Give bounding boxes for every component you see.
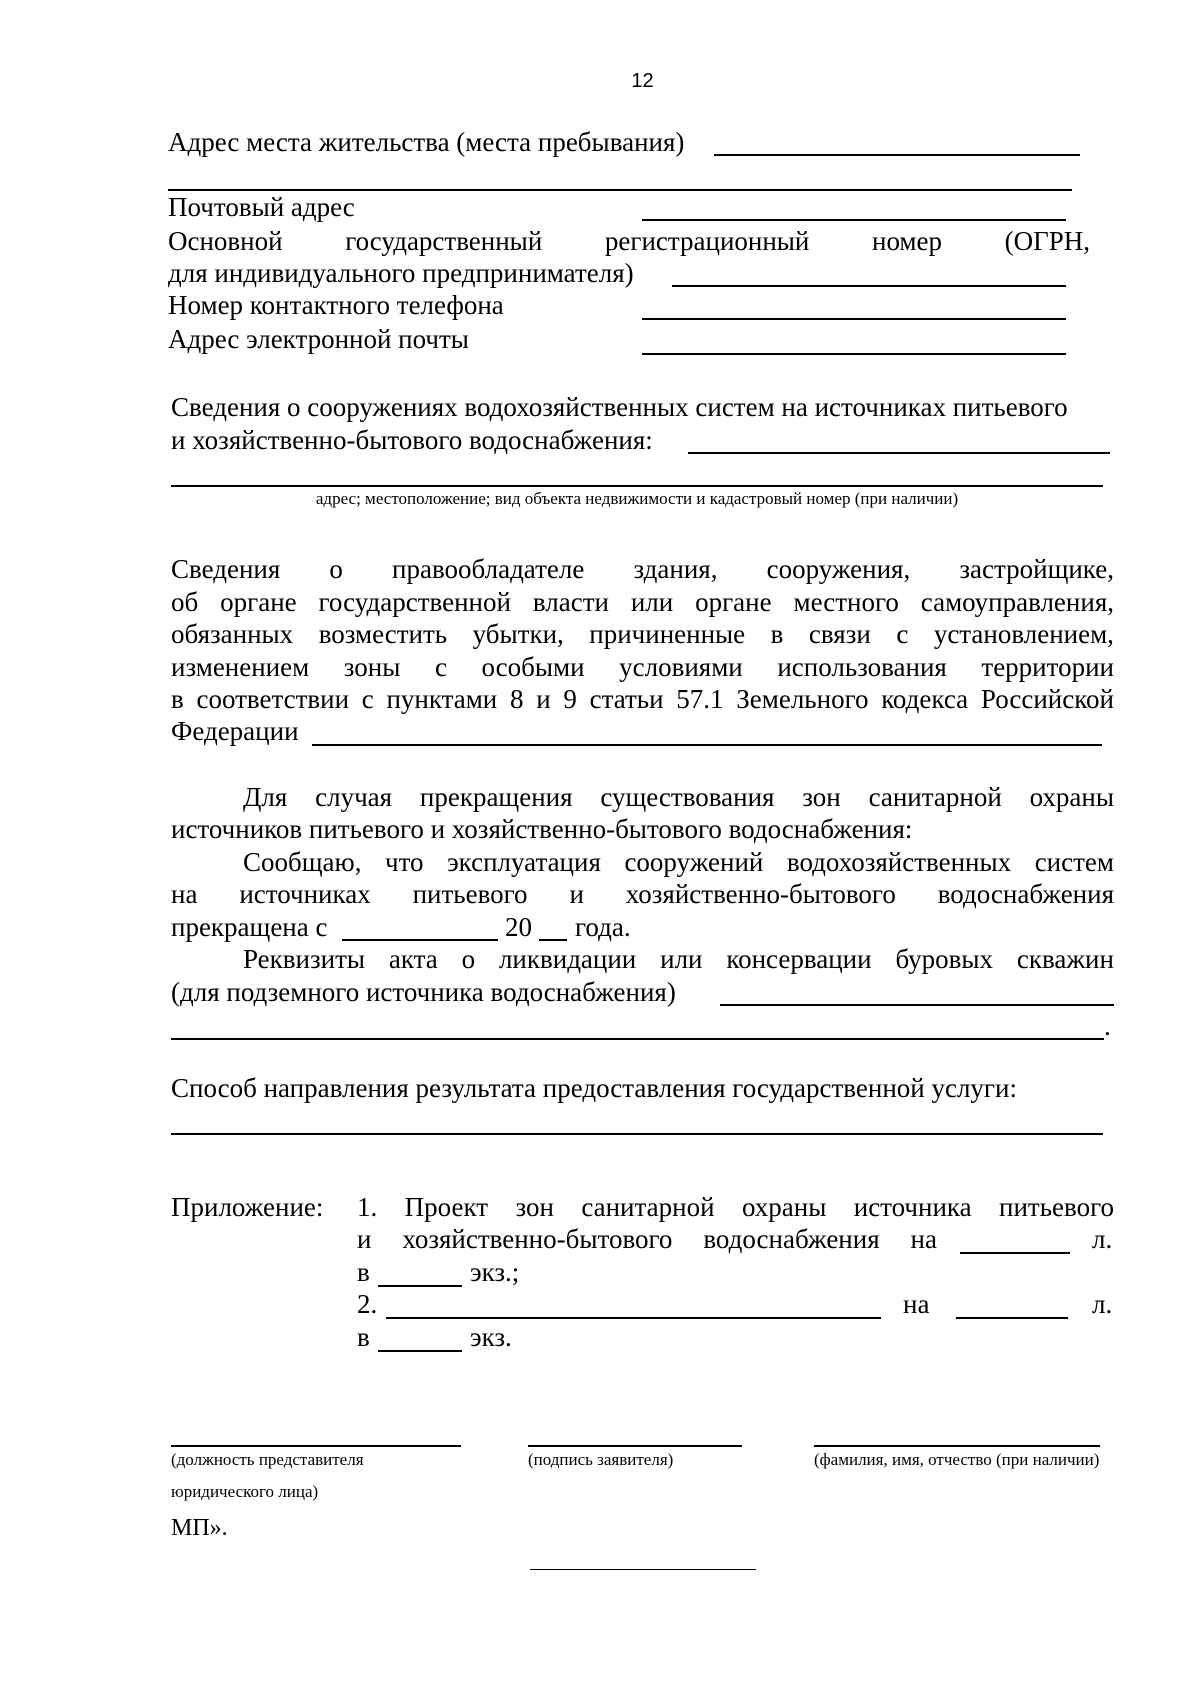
termination-p2-line2: на источниках питьевого и хозяйственно-бытового водоснабжения (171, 879, 1114, 909)
owner-field[interactable] (312, 744, 1102, 746)
appendix-item1-line2: и хозяйственно-бытового водоснабжения на (357, 1224, 937, 1254)
termination-p1-line1: Для случая прекращения существования зон санитарной охраны (243, 782, 1114, 812)
appendix-label: Приложение: (171, 1192, 324, 1222)
termination-year-suffix: года. (575, 912, 631, 942)
appendix-item1-sheets-unit: л. (1092, 1224, 1113, 1254)
delivery-field[interactable] (171, 1133, 1103, 1135)
appendix-item2-copies-unit: экз. (470, 1322, 512, 1352)
signature-caption: (подпись заявителя) (528, 1450, 674, 1469)
ogrn-line1: Основной государственный регистрационный номер (ОГРН, (168, 226, 1090, 256)
address-label: Адрес места жительства (места пребывания) (168, 127, 685, 157)
appendix-item1-copies-field[interactable] (378, 1285, 462, 1287)
termination-year-prefix: 20 (505, 912, 532, 942)
phone-label: Номер контактного телефона (168, 290, 504, 320)
email-field[interactable] (642, 353, 1066, 355)
stamp-mark: МП». (171, 1515, 228, 1541)
termination-date-field[interactable] (342, 939, 498, 941)
termination-date-prefix: прекращена с (171, 912, 328, 942)
owner-line4: изменением зоны с особыми условиями использования территории (171, 652, 1114, 682)
act-details-field[interactable] (720, 1004, 1114, 1006)
termination-p3-line1: Реквизиты акта о ликвидации или консервации буровых скважин (243, 944, 1114, 974)
phone-field[interactable] (642, 318, 1066, 320)
postal-address-label: Почтовый адрес (168, 192, 355, 222)
facilities-field[interactable] (688, 452, 1110, 454)
appendix-item2-in: в (357, 1322, 370, 1352)
act-details-period: . (1104, 1011, 1111, 1041)
ogrn-field[interactable] (672, 285, 1066, 287)
page-number: 12 (631, 70, 654, 92)
position-caption-line2: юридического лица) (171, 1482, 319, 1501)
appendix-item1-copies-unit: экз.; (470, 1257, 520, 1287)
facilities-field-line2[interactable] (171, 485, 1103, 487)
appendix-item2-copies-field[interactable] (378, 1350, 462, 1352)
termination-p1-line2: источников питьевого и хозяйственно-бытового водоснабжения: (171, 814, 913, 844)
termination-p3-line2: (для подземного источника водоснабжения) (171, 977, 676, 1007)
appendix-item2-sheets-field[interactable] (956, 1317, 1068, 1319)
address-field[interactable] (714, 154, 1080, 156)
act-details-field-line2[interactable] (171, 1038, 1104, 1040)
delivery-label: Способ направления результата предоставления государственной услуги: (171, 1073, 1017, 1103)
closing-rule (530, 1569, 756, 1570)
appendix-item2-sheets-unit: л. (1092, 1289, 1113, 1319)
appendix-item2-number: 2. (357, 1289, 378, 1319)
appendix-item2-name-field[interactable] (386, 1317, 881, 1319)
email-label: Адрес электронной почты (168, 324, 469, 354)
postal-address-field[interactable] (642, 219, 1066, 221)
termination-year-field[interactable] (539, 939, 567, 941)
full-name-caption: (фамилия, имя, отчество (при наличии) (814, 1450, 1100, 1469)
appendix-item1-in: в (357, 1257, 370, 1287)
facilities-caption: адрес; местоположение; вид объекта недвижимости и кадастровый номер (при наличии) (315, 489, 959, 508)
owner-line2: об органе государственной власти или органе местного самоуправления, (171, 587, 1114, 617)
applicant-signature-line[interactable] (528, 1445, 742, 1447)
owner-line1: Сведения о правообладателе здания, сооружения, застройщике, (171, 554, 1114, 584)
ogrn-line2: для индивидуального предпринимателя) (168, 258, 634, 288)
position-caption: (должность представителя (171, 1450, 364, 1469)
facilities-line1: Сведения о сооружениях водохозяйственных систем на источниках питьевого (171, 392, 1068, 422)
facilities-line2: и хозяйственно-бытового водоснабжения: (171, 425, 653, 455)
owner-line3: обязанных возместить убытки, причиненные в связи с установлением, (171, 619, 1114, 649)
appendix-item1-sheets-field[interactable] (960, 1252, 1070, 1254)
termination-p2-line1: Сообщаю, что эксплуатация сооружений водохозяйственных систем (243, 847, 1114, 877)
full-name-line[interactable] (814, 1445, 1100, 1447)
owner-line5: в соответствии с пунктами 8 и 9 статьи 57.1 Земельного кодекса Российской (171, 684, 1114, 714)
appendix-item2-on: на (903, 1289, 930, 1319)
owner-line6: Федерации (171, 716, 299, 746)
position-signature-line[interactable] (171, 1445, 461, 1447)
appendix-item1-line1: 1. Проект зон санитарной охраны источника питьевого (357, 1192, 1114, 1222)
